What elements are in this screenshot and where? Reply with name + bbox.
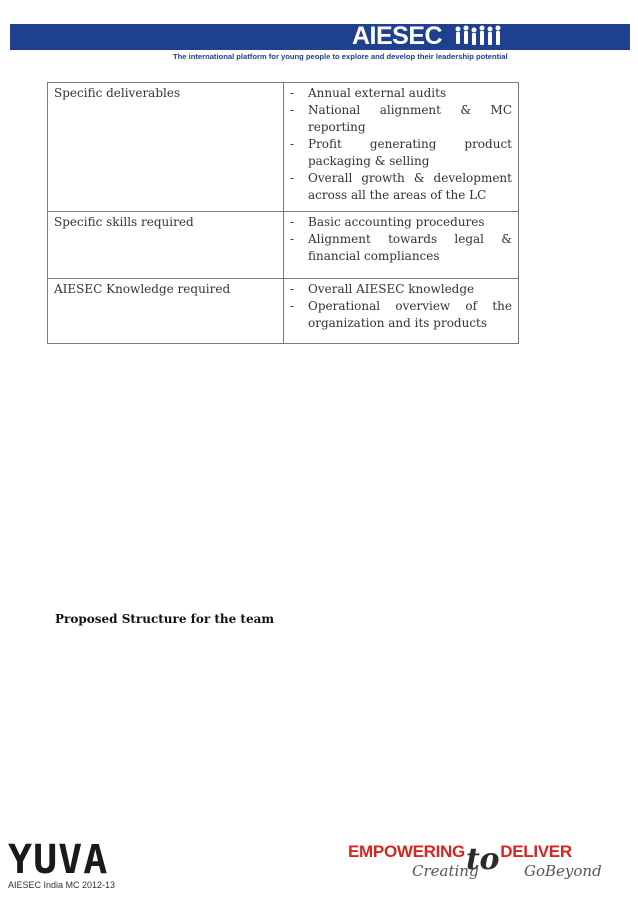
list-item: - Overall AIESEC knowledge (290, 281, 512, 298)
list-item: - Profit generating product packaging & selling (290, 136, 512, 170)
creating-text: Creating (412, 862, 479, 880)
people-figures-icon (454, 24, 506, 52)
gobeyond-text: GoBeyond (524, 862, 602, 880)
row-items (284, 212, 519, 279)
table-row (48, 279, 519, 344)
list-item: - Basic accounting procedures (290, 214, 512, 231)
row-items (284, 83, 519, 212)
row-label: Specific deliverables (48, 83, 284, 212)
list-item: - Operational overview of the organization and its products (290, 298, 512, 332)
header-tagline: The international platform for young people to explore and develop their leadership potential (173, 52, 508, 61)
section-title: Proposed Structure for the team (55, 612, 275, 626)
list-item: - Overall growth & development across all the areas of the LC (290, 170, 512, 204)
yuva-subtitle: AIESEC India MC 2012-13 (8, 880, 116, 890)
header-band (10, 24, 630, 50)
row-label: Specific skills required (48, 212, 284, 279)
aiesec-logo-text: AIESEC (352, 22, 443, 50)
row-items (284, 279, 519, 344)
list-item: - Annual external audits (290, 85, 512, 102)
list-item: - Alignment towards legal & financial compliances (290, 231, 512, 265)
yuva-logo: YUVA (8, 837, 109, 883)
deliver-text: DELIVER (500, 842, 572, 861)
table-row (48, 212, 519, 279)
role-spec-table (47, 82, 519, 344)
list-item: - National alignment & MC reporting (290, 102, 512, 136)
empowering-text: EMPOWERING (348, 842, 465, 861)
to-text: to (465, 842, 500, 877)
table-row (48, 83, 519, 212)
row-label: AIESEC Knowledge required (48, 279, 284, 344)
